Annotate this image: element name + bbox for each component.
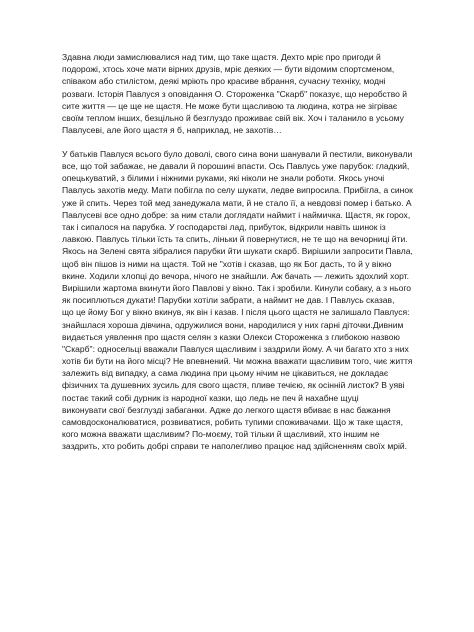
text-line: знайшлася хороша дівчина, одружилися вони, народилися у них гарні діточки.Дивним <box>62 319 404 330</box>
text-line: залежить від випадку, а сама людина при цьому нічим не цікавиться, не докладає <box>62 368 389 379</box>
text-line: вкине. Ходили хлопці до вечора, нічого не знайшли. Аж бачать — лежить здохлий хорт. <box>62 270 410 281</box>
text-line: подорожі, хтось хоче мати вірних друзів, мріє деяких — бути відомим спортсменом, <box>62 64 395 75</box>
text-line: Павлусеві все одно добре: за ним стали доглядати наймит і наймичка. Щастя, як горох, <box>62 209 411 220</box>
text-line: так і сипалося на парубка. У господарстві лад, прибуток, відкрили навіть шинок із <box>62 222 386 233</box>
text-line: Здавна люди замислювалися над тим, що таке щастя. Дехто мріє про пригоди й <box>62 52 381 62</box>
text-line: співаком або стилістом, деякі мріють про красиве вбрання, сучасну техніку, модні <box>62 76 386 87</box>
text-line: опецькуватий, з білими і ніжними руками, які ніколи не знали роботи. Якось уночі <box>62 173 385 184</box>
text-line: уже й спить. Через той мед занедужала мати, й не стало її, а невдовзі помер і батько. А <box>62 197 412 208</box>
text-line: своїм теплом інших, безцільно й безглуздо проживає свій вік. Хоч і таланило в усьому <box>62 112 404 123</box>
paragraph-story <box>62 148 430 453</box>
text-line: У батьків Павлуся всього було доволі, свого сина вони шанували й пестили, виконували <box>62 148 413 159</box>
text-line: постає такий собі дурник із народної казки, що ледь не печ й нахабне щуці <box>62 392 359 403</box>
text-line: виконувати свої безглузді забаганки. Адже до легкого щастя вбиває в нас бажання <box>62 404 391 415</box>
paragraph-intro <box>62 51 430 136</box>
text-line: фізичних та душевних зусиль для свого щастя, пливе течією, як осінній листок? В уяві <box>62 380 405 391</box>
text-line: сите життя — це ще не щастя. Не може бути щасливою та людина, котра не зігріває <box>62 100 398 111</box>
text-line: що це йому Бог у вікно вкинув, як він і казав. І після цього щастя не залишало Павлуся: <box>62 307 410 318</box>
text-line: "Скарб": односельці вважали Павлуся щасливим і заздрили йому. А чи багато хто з них <box>62 343 409 354</box>
text-line: лавкою. Павлусь тільки їсть та спить, ліньки й повернутися, не те що на вечорниці йти. <box>62 234 408 245</box>
text-line: розваги. Історія Павлуся з оповідання О. Стороженка "Скарб" показує, що неробство й <box>62 88 408 99</box>
text-line: Якось на Зелені свята зібралися парубки йти шукати скарб. Вирішили запросити Павла, <box>62 246 413 257</box>
text-line: заздрить, хто робить добрі справи те наполегливо працює над здійсненням своїх мрій. <box>62 441 407 452</box>
document-body <box>62 51 430 453</box>
text-line: Павлусеві, але його щастя я б, наприклад, не захотів… <box>62 125 282 136</box>
text-line: Вирішили жартома вкинути його Павлові у вікно. Так і зробили. Кинули собаку, а з нього <box>62 282 412 293</box>
text-line: все, що той забажає, не давали й порошині впасти. Ось Павлусь уже парубок: гладкий, <box>62 161 410 172</box>
text-line: видається уявлення про щастя селян з казки Олекси Стороженка з глибокою назвою <box>62 331 400 342</box>
text-line: кого можна вважати щасливим? По-моєму, той тільки й щасливий, хто іншим не <box>62 429 380 440</box>
text-line: самовдосконалюватися, розвиватися, робить тупими споживачами. Що ж таке щастя, <box>62 417 403 428</box>
text-line: щоб він пішов із ними на щастя. Той не "хотів і сказав, що як Бог дасть, то й у вікно <box>62 258 392 269</box>
text-line: хотів би бути на його місці? Не впевнений. Чи можна вважати щасливим того, чиє життя <box>62 356 413 367</box>
text-line: як посиплються дукати! Парубки хотіли забрати, а наймит не дав. І Павлусь сказав, <box>62 295 395 306</box>
text-line: Павлусь захотів меду. Мати побігла по селу шукати, ледве випросила. Прибігла, а синок <box>62 185 413 196</box>
